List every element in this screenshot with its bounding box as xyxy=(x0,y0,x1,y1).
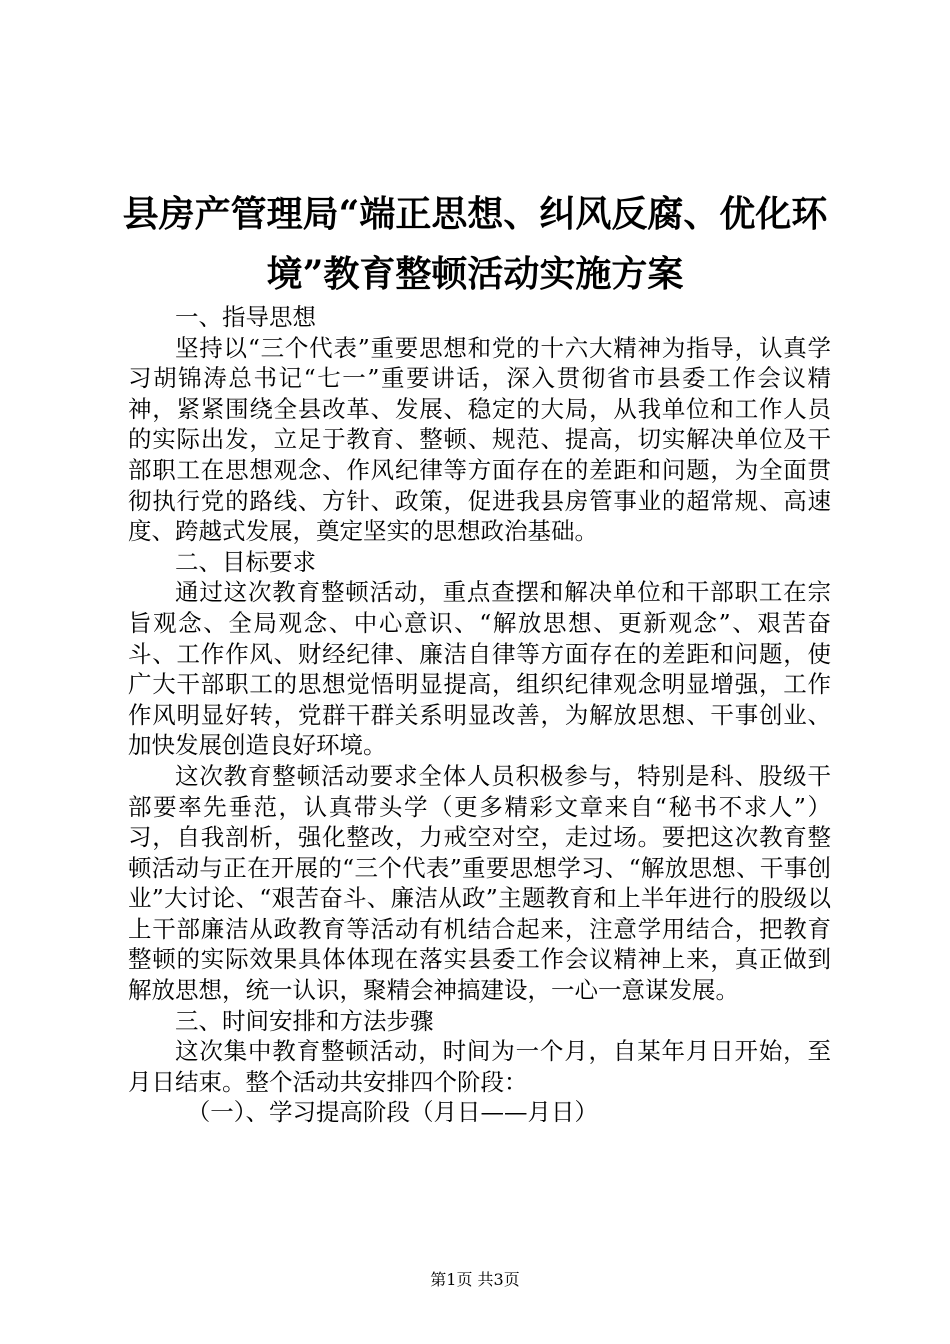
paragraph-schedule: 这次集中教育整顿活动，时间为一个月，自某年月日开始，至月日结束。整个活动共安排四个阶段： xyxy=(128,1037,831,1096)
document-title-line-2: 境”教育整顿活动实施方案 xyxy=(266,253,684,295)
page-footer xyxy=(0,1270,950,1290)
page-number-label: 第1页 共3页 xyxy=(430,1270,520,1289)
document-title xyxy=(110,184,840,304)
subsection-heading-study-phase: （一）、学习提高阶段（月日——月日） xyxy=(186,1098,598,1127)
paragraph-goals-2: 这次教育整顿活动要求全体人员积极参与，特别是科、股级干部要率先垂范，认真带头学（更多精彩文章来自“秘书不求人”）习，自我剖析，强化整改，力戒空对空，走过场。要把这次教育整顿活动与正在开展的“三个代表”重要思想学习、“解放思想、干事创业”大讨论、“艰苦奋斗、廉洁从政”主题教育和上半年进行的股级以上干部廉洁从政教育等活动有机结合起来，注意学用结合，把教育整顿的实际效果具体体现在落实县委工作会议精神上来，真正做到解放思想，统一认识，聚精会神搞建设，一心一意谋发展。 xyxy=(128,761,831,1005)
document-title-line-1: 县房产管理局“端正思想、纠风反腐、优化环 xyxy=(122,193,828,235)
section-heading-guiding-ideology: 一、指导思想 xyxy=(175,303,316,331)
section-heading-goals: 二、目标要求 xyxy=(175,547,316,576)
section-heading-schedule: 三、时间安排和方法步骤 xyxy=(175,1006,434,1035)
paragraph-guiding-ideology: 坚持以“三个代表”重要思想和党的十六大精神为指导，认真学习胡锦涛总书记“七一”重要讲话，深入贯彻省市县委工作会议精神，紧紧围绕全县改革、发展、稳定的大局，从我单位和工作人员的实际出发，立足于教育、整顿、规范、提高，切实解决单位及干部职工在思想观念、作风纪律等方面存在的差距和问题，为全面贯彻执行党的路线、方针、政策，促进我县房管事业的超常规、高速度、跨越式发展，奠定坚实的思想政治基础。 xyxy=(128,333,831,546)
paragraph-goals-1: 通过这次教育整顿活动，重点查摆和解决单位和干部职工在宗旨观念、全局观念、中心意识、“解放思想、更新观念”、艰苦奋斗、工作作风、财经纪律、廉洁自律等方面存在的差距和问题，使广大干部职工的思想觉悟明显提高，组织纪律观念明显增强，工作作风明显好转，党群干群关系明显改善，为解放思想、干事创业、加快发展创造良好环境。 xyxy=(128,578,831,760)
document-body xyxy=(128,302,831,1128)
